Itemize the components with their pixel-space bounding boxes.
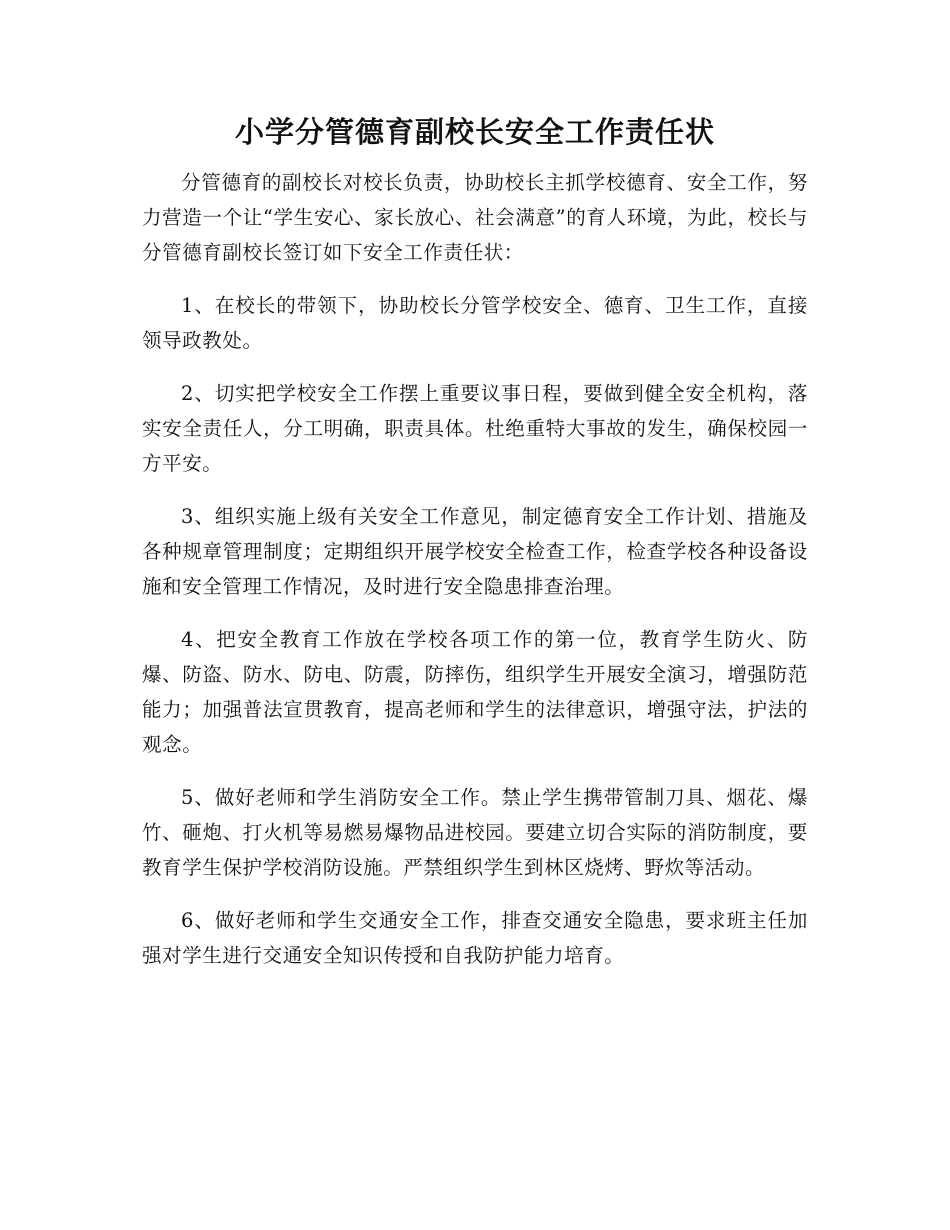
document-body bbox=[142, 165, 808, 991]
clause-4-paragraph: 4、把安全教育工作放在学校各项工作的第一位，教育学生防火、防爆、防盗、防水、防电、防震，防摔伤，组织学生开展安全演习，增强防范能力；加强普法宣贯教育，提高老师和学生的法律意识，增强守法，护法的观念。 bbox=[142, 628, 808, 756]
clause-5-paragraph: 5、做好老师和学生消防安全工作。禁止学生携带管制刀具、烟花、爆竹、砸炮、打火机等易燃易爆物品进校园。要建立切合实际的消防制度，要教育学生保护学校消防设施。严禁组织学生到林区烧烤、野炊等活动。 bbox=[142, 786, 808, 879]
intro-paragraph: 分管德育的副校长对校长负责，协助校长主抓学校德育、安全工作，努力营造一个让“学生安心、家长放心、社会满意”的育人环境，为此，校长与分管德育副校长签订如下安全工作责任状： bbox=[142, 171, 808, 264]
clause-1-paragraph: 1、在校长的带领下，协助校长分管学校安全、德育、卫生工作，直接领导政教处。 bbox=[142, 294, 808, 352]
clause-3-paragraph: 3、组织实施上级有关安全工作意见，制定德育安全工作计划、措施及各种规章管理制度；定期组织开展学校安全检查工作，检查学校各种设备设施和安全管理工作情况，及时进行安全隐患排查治理。 bbox=[142, 505, 808, 598]
document-title: 小学分管德育副校长安全工作责任状 bbox=[234, 115, 715, 149]
clause-2-paragraph: 2、切实把学校安全工作摆上重要议事日程，要做到健全安全机构，落实安全责任人，分工明确，职责具体。杜绝重特大事故的发生，确保校园一方平安。 bbox=[142, 382, 808, 475]
clause-6-paragraph: 6、做好老师和学生交通安全工作，排查交通安全隐患，要求班主任加强对学生进行交通安全知识传授和自我防护能力培育。 bbox=[142, 909, 808, 967]
